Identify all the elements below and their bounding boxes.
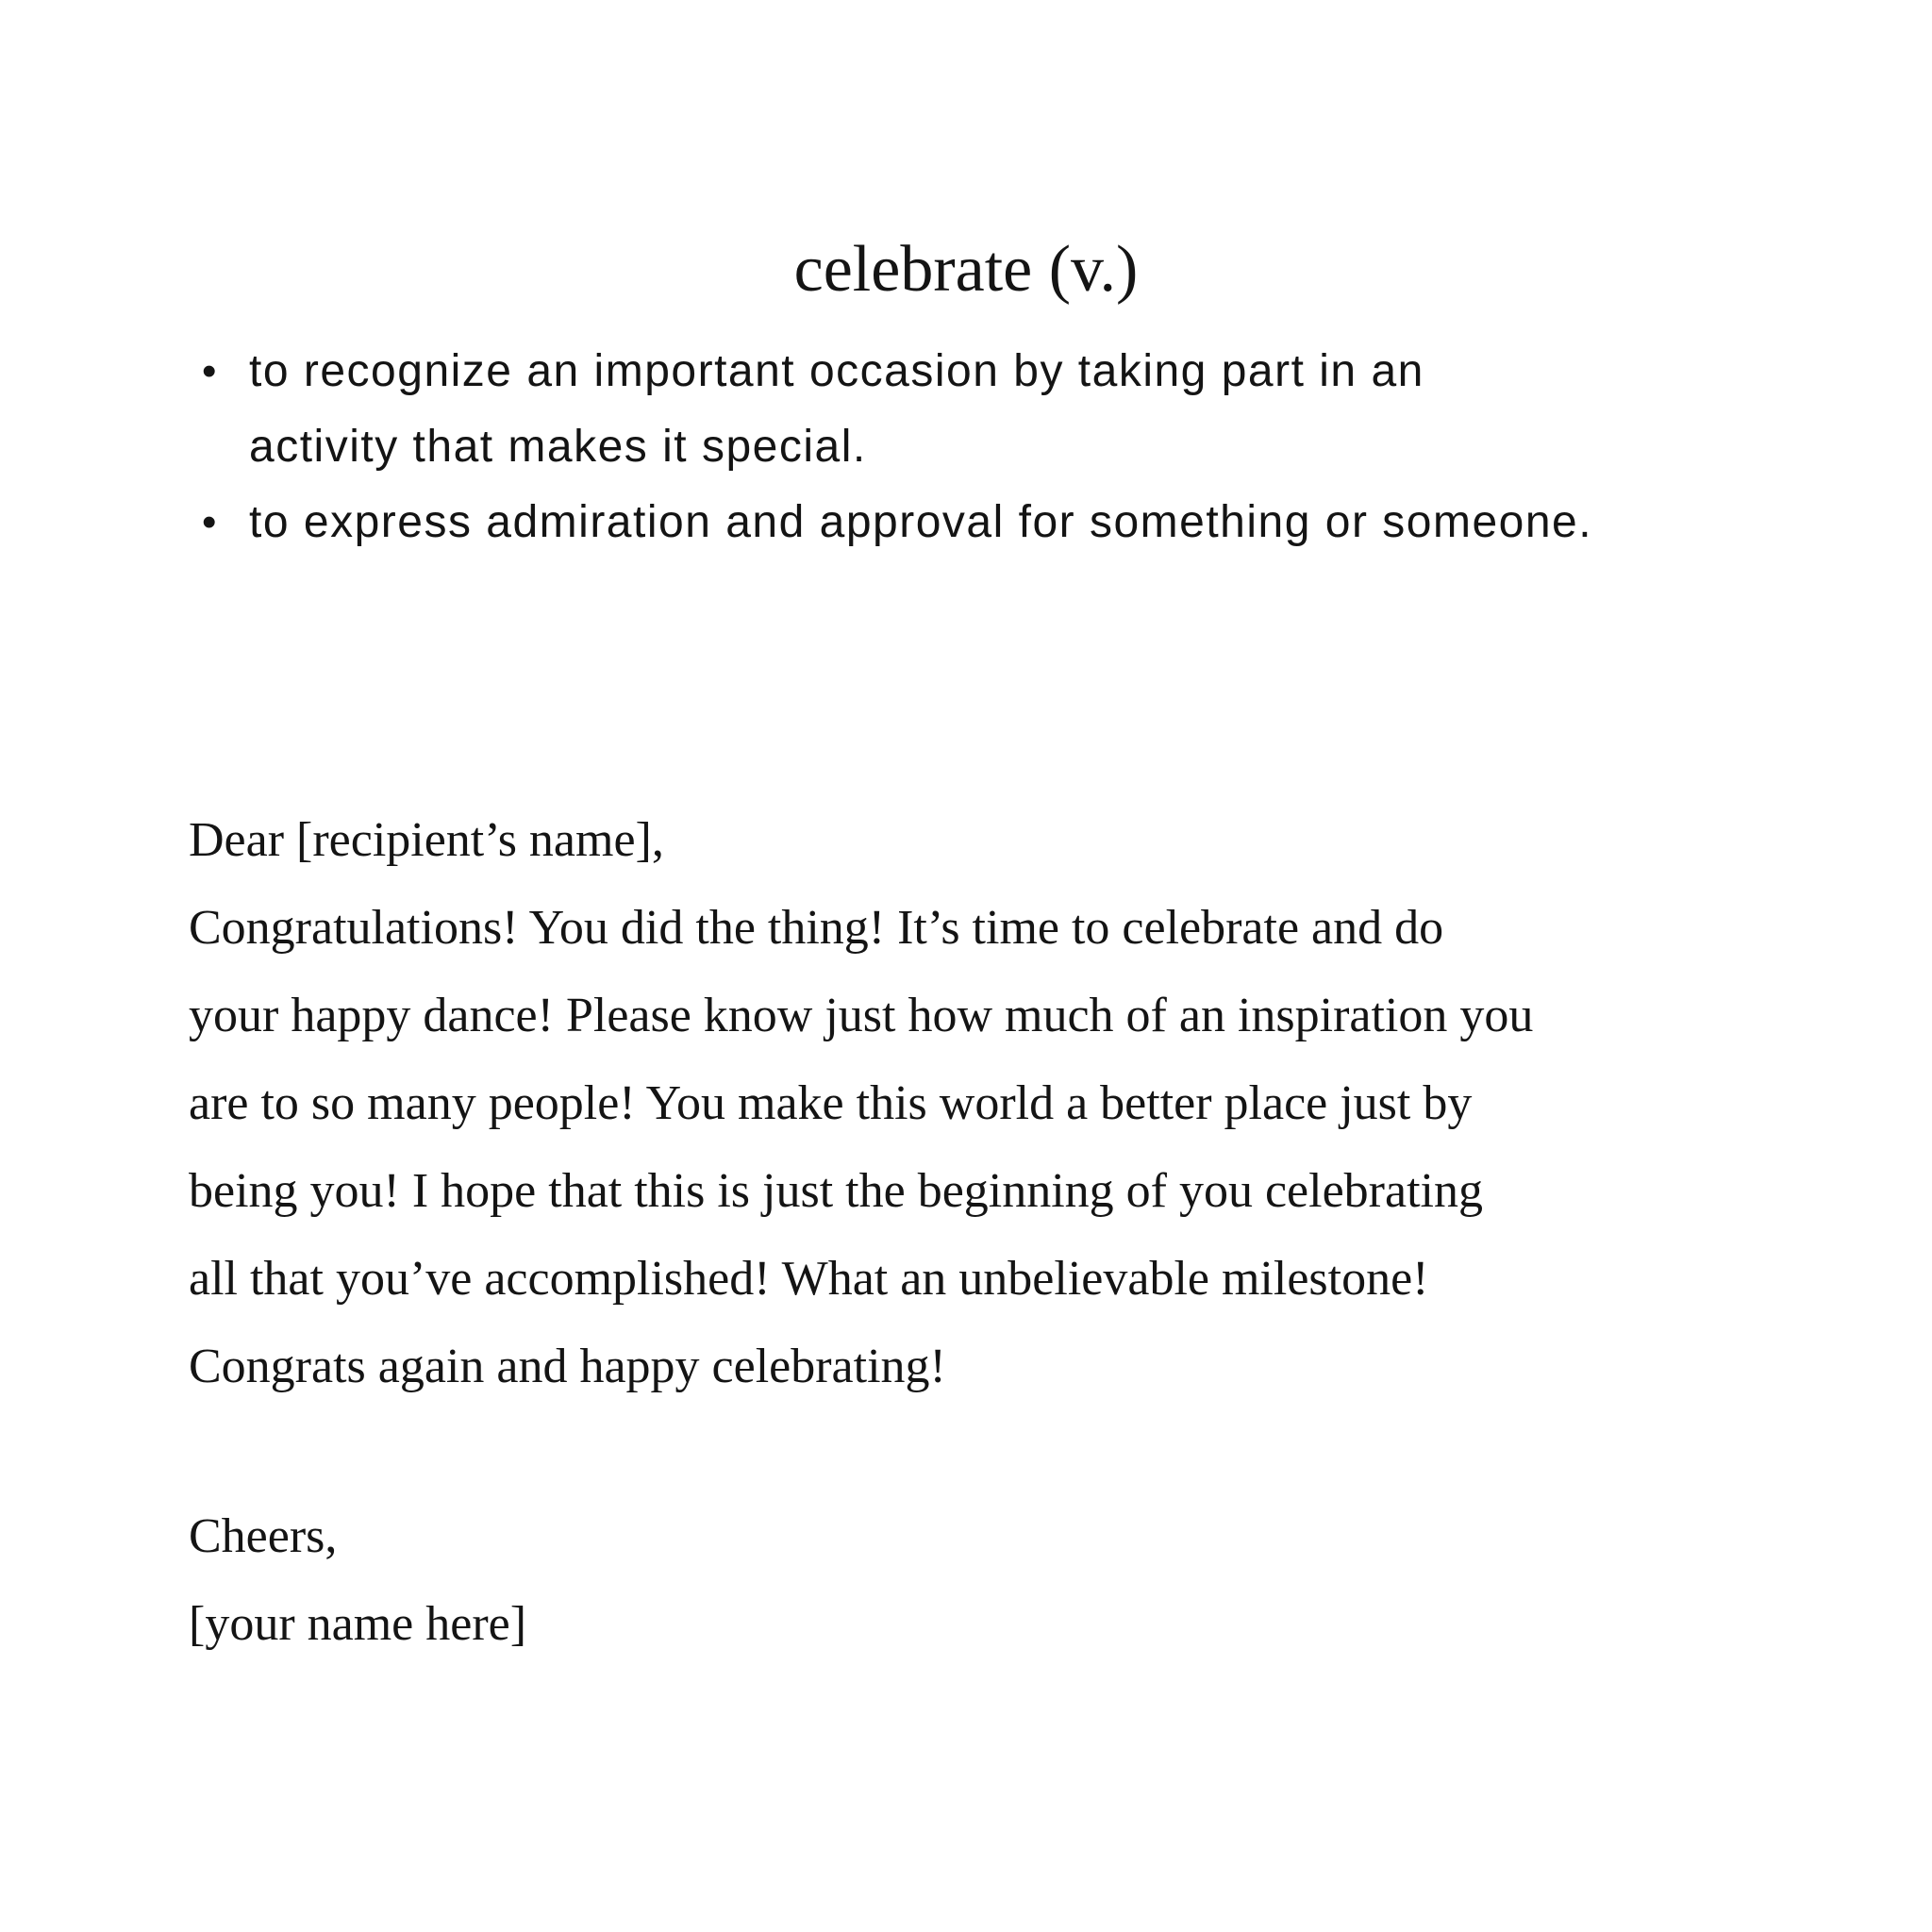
letter-body-line: your happy dance! Please know just how much of an inspiration you — [189, 989, 1534, 1042]
definition-bullet-item — [189, 485, 1838, 560]
letter-body-line: are to so many people! You make this world a better place just by — [189, 1076, 1473, 1130]
definition-line: activity that makes it special. — [249, 422, 867, 472]
definition-bullet-text — [249, 485, 1838, 560]
definition-line: to express admiration and approval for something or someone. — [249, 497, 1593, 547]
letter-body-line: Congratulations! You did the thing! It’s time to celebrate and do — [189, 901, 1444, 955]
definition-line: to recognize an important occasion by taking part in an — [249, 346, 1424, 396]
letter-body-line: being you! I hope that this is just the beginning of you celebrating — [189, 1164, 1483, 1218]
definition-title: celebrate (v.) — [793, 233, 1139, 306]
letter-body — [189, 796, 1847, 1668]
definition-bullet-item — [189, 334, 1838, 485]
letter-body-line: Congrats again and happy celebrating! — [189, 1340, 946, 1393]
letter-signature-placeholder: [your name here] — [189, 1597, 527, 1651]
bullet-icon: • — [202, 499, 218, 545]
bullet-icon: • — [202, 348, 218, 394]
letter-paragraph-gap — [189, 1410, 1847, 1492]
letter-body-line: all that you’ve accomplished! What an unbelievable milestone! — [189, 1252, 1429, 1306]
letter-closing: Cheers, — [189, 1509, 338, 1563]
definition-bullet-text — [249, 334, 1838, 485]
letter-salutation: Dear [recipient’s name], — [189, 813, 664, 867]
definition-bullet-list — [189, 334, 1838, 560]
